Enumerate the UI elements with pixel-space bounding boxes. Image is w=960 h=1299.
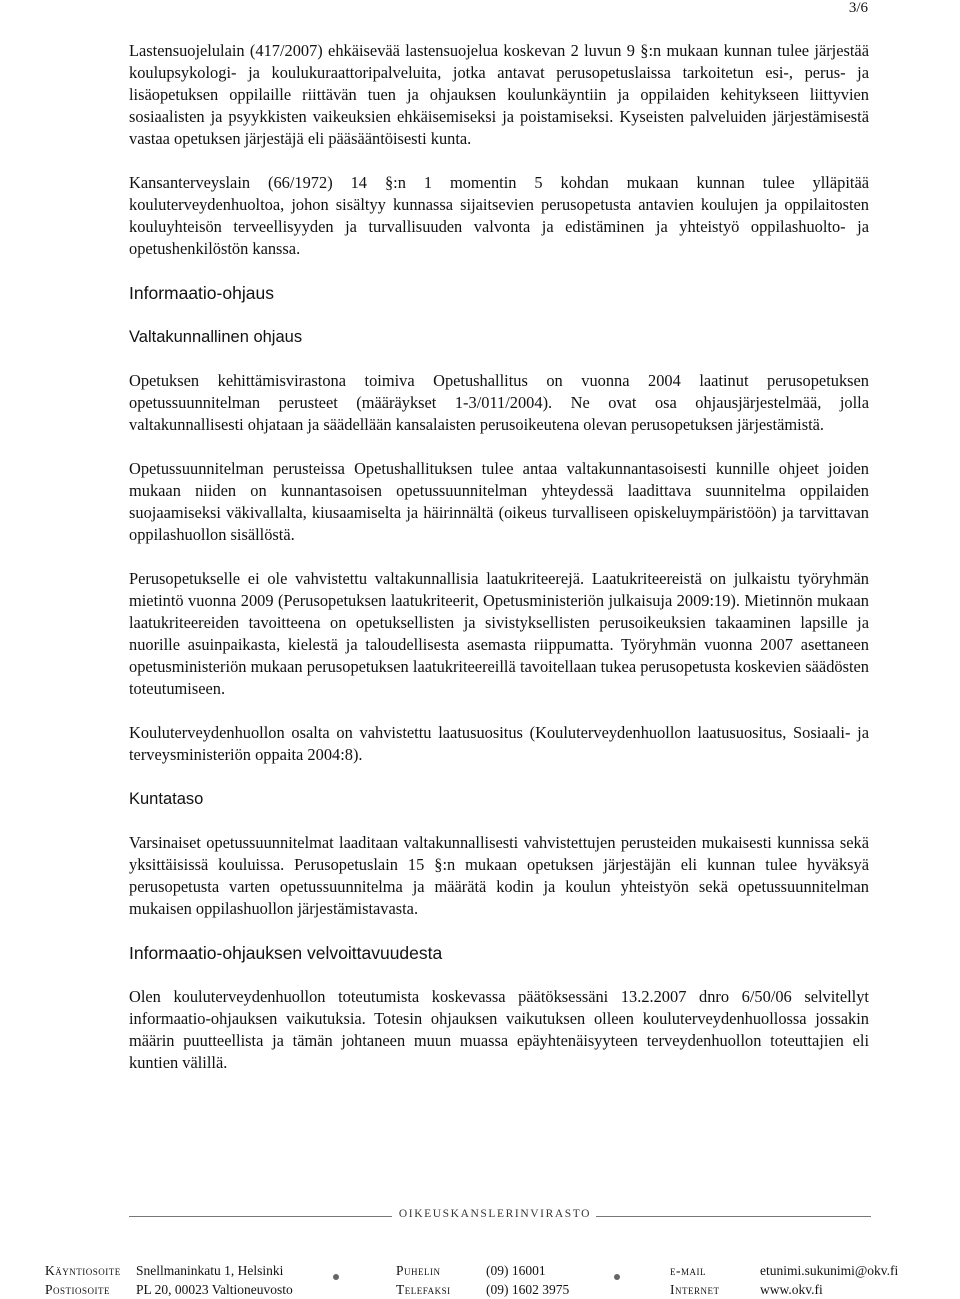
phone-label: Puhelin [396, 1263, 441, 1278]
footer-phone-values [486, 1261, 569, 1299]
paragraph: Opetuksen kehittämisvirastona toimiva Opetushallitus on vuonna 2004 laatinut perusopetuksen opetussuunnitelman perusteet (määräykset 1-3/011/2004). Ne ovat osa ohjausjärjestelmää, jolla valtakunnallisesti ohjataan ja säädellään kansalaisten perusoikeutena olevan perusopetuksen järjestämistä. [129, 371, 869, 434]
section-heading: Informaatio-ohjaus [129, 283, 274, 303]
footer-separator-dot [614, 1274, 620, 1280]
page-number: 3/6 [848, 0, 868, 16]
footer-contact-values [760, 1261, 898, 1299]
internet-label: Internet [670, 1282, 720, 1297]
paragraph: Kouluterveydenhuollon osalta on vahvistettu laatusuositus (Kouluterveydenhuollon laatusuositus, Sosiaali- ja terveysministeriön oppaita 2004:8). [129, 723, 869, 764]
fax-value: (09) 1602 3975 [486, 1282, 570, 1297]
agency-name: OIKEUSKANSLERINVIRASTO [398, 1208, 592, 1220]
footer-separator-dot [333, 1274, 339, 1280]
fax-label: Telefaksi [396, 1282, 451, 1297]
section-heading: Informaatio-ohjauksen velvoittavuudesta [129, 943, 443, 963]
email-label: e-mail [670, 1263, 706, 1278]
page-footer [0, 1208, 960, 1297]
paragraph: Opetussuunnitelman perusteissa Opetushallituksen tulee antaa valtakunnantasoisesti kunnille ohjeet joiden mukaan niiden on kunnantasoisen opetussuunnitelman yhteydessä laadittava suunnitelma oppilaiden suojaamiseksi väkivallalta, kiusaamiselta ja häirinnältä (oikeus turvalliseen opiskeluympäristöön) ja tarvittavan oppilashuollon sisällöstä. [129, 459, 869, 544]
phone-value: (09) 16001 [486, 1263, 546, 1278]
paragraph: Varsinaiset opetussuunnitelmat laaditaan valtakunnallisesti vahvistettujen perusteiden mukaisesti kunnissa sekä yksittäisissä kouluissa. Perusopetuslain 15 §:n mukaan opetuksen järjestäjän eli kunnan tulee hyväksyä perusopetusta varten opetussuunnitelma ja määrätä kodin ja koulun yhteistyön sekä opetussuunnitelman mukaisen oppilashuollon järjestämistavasta. [129, 833, 869, 918]
visit-address-value: Snellmaninkatu 1, Helsinki [136, 1263, 284, 1278]
footer-rule-left [129, 1216, 392, 1217]
footer-phone-labels [396, 1261, 451, 1299]
visit-address-label: Käyntiosoite [45, 1263, 121, 1278]
subsection-heading: Valtakunnallinen ohjaus [129, 328, 303, 346]
footer-address-values [136, 1261, 293, 1299]
email-value[interactable]: etunimi.sukunimi@okv.fi [760, 1263, 899, 1278]
website-value[interactable]: www.okv.fi [760, 1282, 823, 1297]
paragraph: Perusopetukselle ei ole vahvistettu valtakunnallisia laatukriteerejä. Laatukriteereistä on julkaistu työryhmän mietintö vuonna 2009 (Perusopetuksen laatukriteerit, Opetusministeriön julkaisuja 2009:19). Mietinnön mukaan laatukriteereiden tavoitteena on opetuksellisten ja sivistyksellisten perusoikeuksien takaaminen lapsille ja nuorille asuinpaikasta, kielestä ja taloudellisesta asemasta riippumatta. Työryhmän vuonna 2007 asettaneen opetusministeriön mukaan perusopetuksen laatukriteereillä tavoitellaan tukea perusopetusta koskevien säädösten toteutumiseen. [129, 569, 869, 698]
paragraph: Olen kouluterveydenhuollon toteutumista koskevassa päätöksessäni 13.2.2007 dnro 6/50/06 selvitellyt informaatio-ohjauksen vaikutuksia. Totesin ohjauksen vaikutuksen olleen kouluterveydenhuollossa jossakin määrin puutteellista ja tämän johtaneen muun muassa epäyhtenäisyyteen terveydenhuollon toteuttajien eli kuntien välillä. [129, 987, 869, 1072]
footer-address-labels [45, 1261, 121, 1299]
postal-address-label: Postiosoite [45, 1282, 111, 1297]
footer-rule-right [596, 1216, 871, 1217]
postal-address-value: PL 20, 00023 Valtioneuvosto [136, 1282, 293, 1297]
subsection-heading: Kuntataso [129, 790, 204, 808]
footer-contact-labels [670, 1261, 720, 1299]
document-body [129, 40, 869, 1096]
paragraph: Kansanterveyslain (66/1972) 14 §:n 1 momentin 5 kohdan mukaan kunnan tulee ylläpitää kouluterveydenhuoltoa, johon sisältyy kunnassa sijaitsevien perusopetusta antavien koulujen ja oppilaitosten kouluyhteisön terveellisyyden ja turvallisuuden valvonta ja edistäminen ja yhteistyö oppilashuolto- ja opetushenkilöstön kanssa. [129, 173, 869, 258]
paragraph: Lastensuojelulain (417/2007) ehkäisevää lastensuojelua koskevan 2 luvun 9 §:n mukaan kunnan tulee järjestää koulupsykologi- ja koulukuraattoripalveluita, jotka antavat perusopetuslaissa tarkoitetun esi-, perus- ja lisäopetuksen oppilaille riittävän tuen ja ohjauksen koulunkäyntiin ja oppilaiden kehitykseen liittyvien sosiaalisten ja psyykkisten vaikeuksien ehkäisemiseksi ja poistamiseksi. Kyseisten palveluiden järjestämisestä vastaa opetuksen järjestäjä eli pääsääntöisesti kunta. [129, 41, 869, 148]
